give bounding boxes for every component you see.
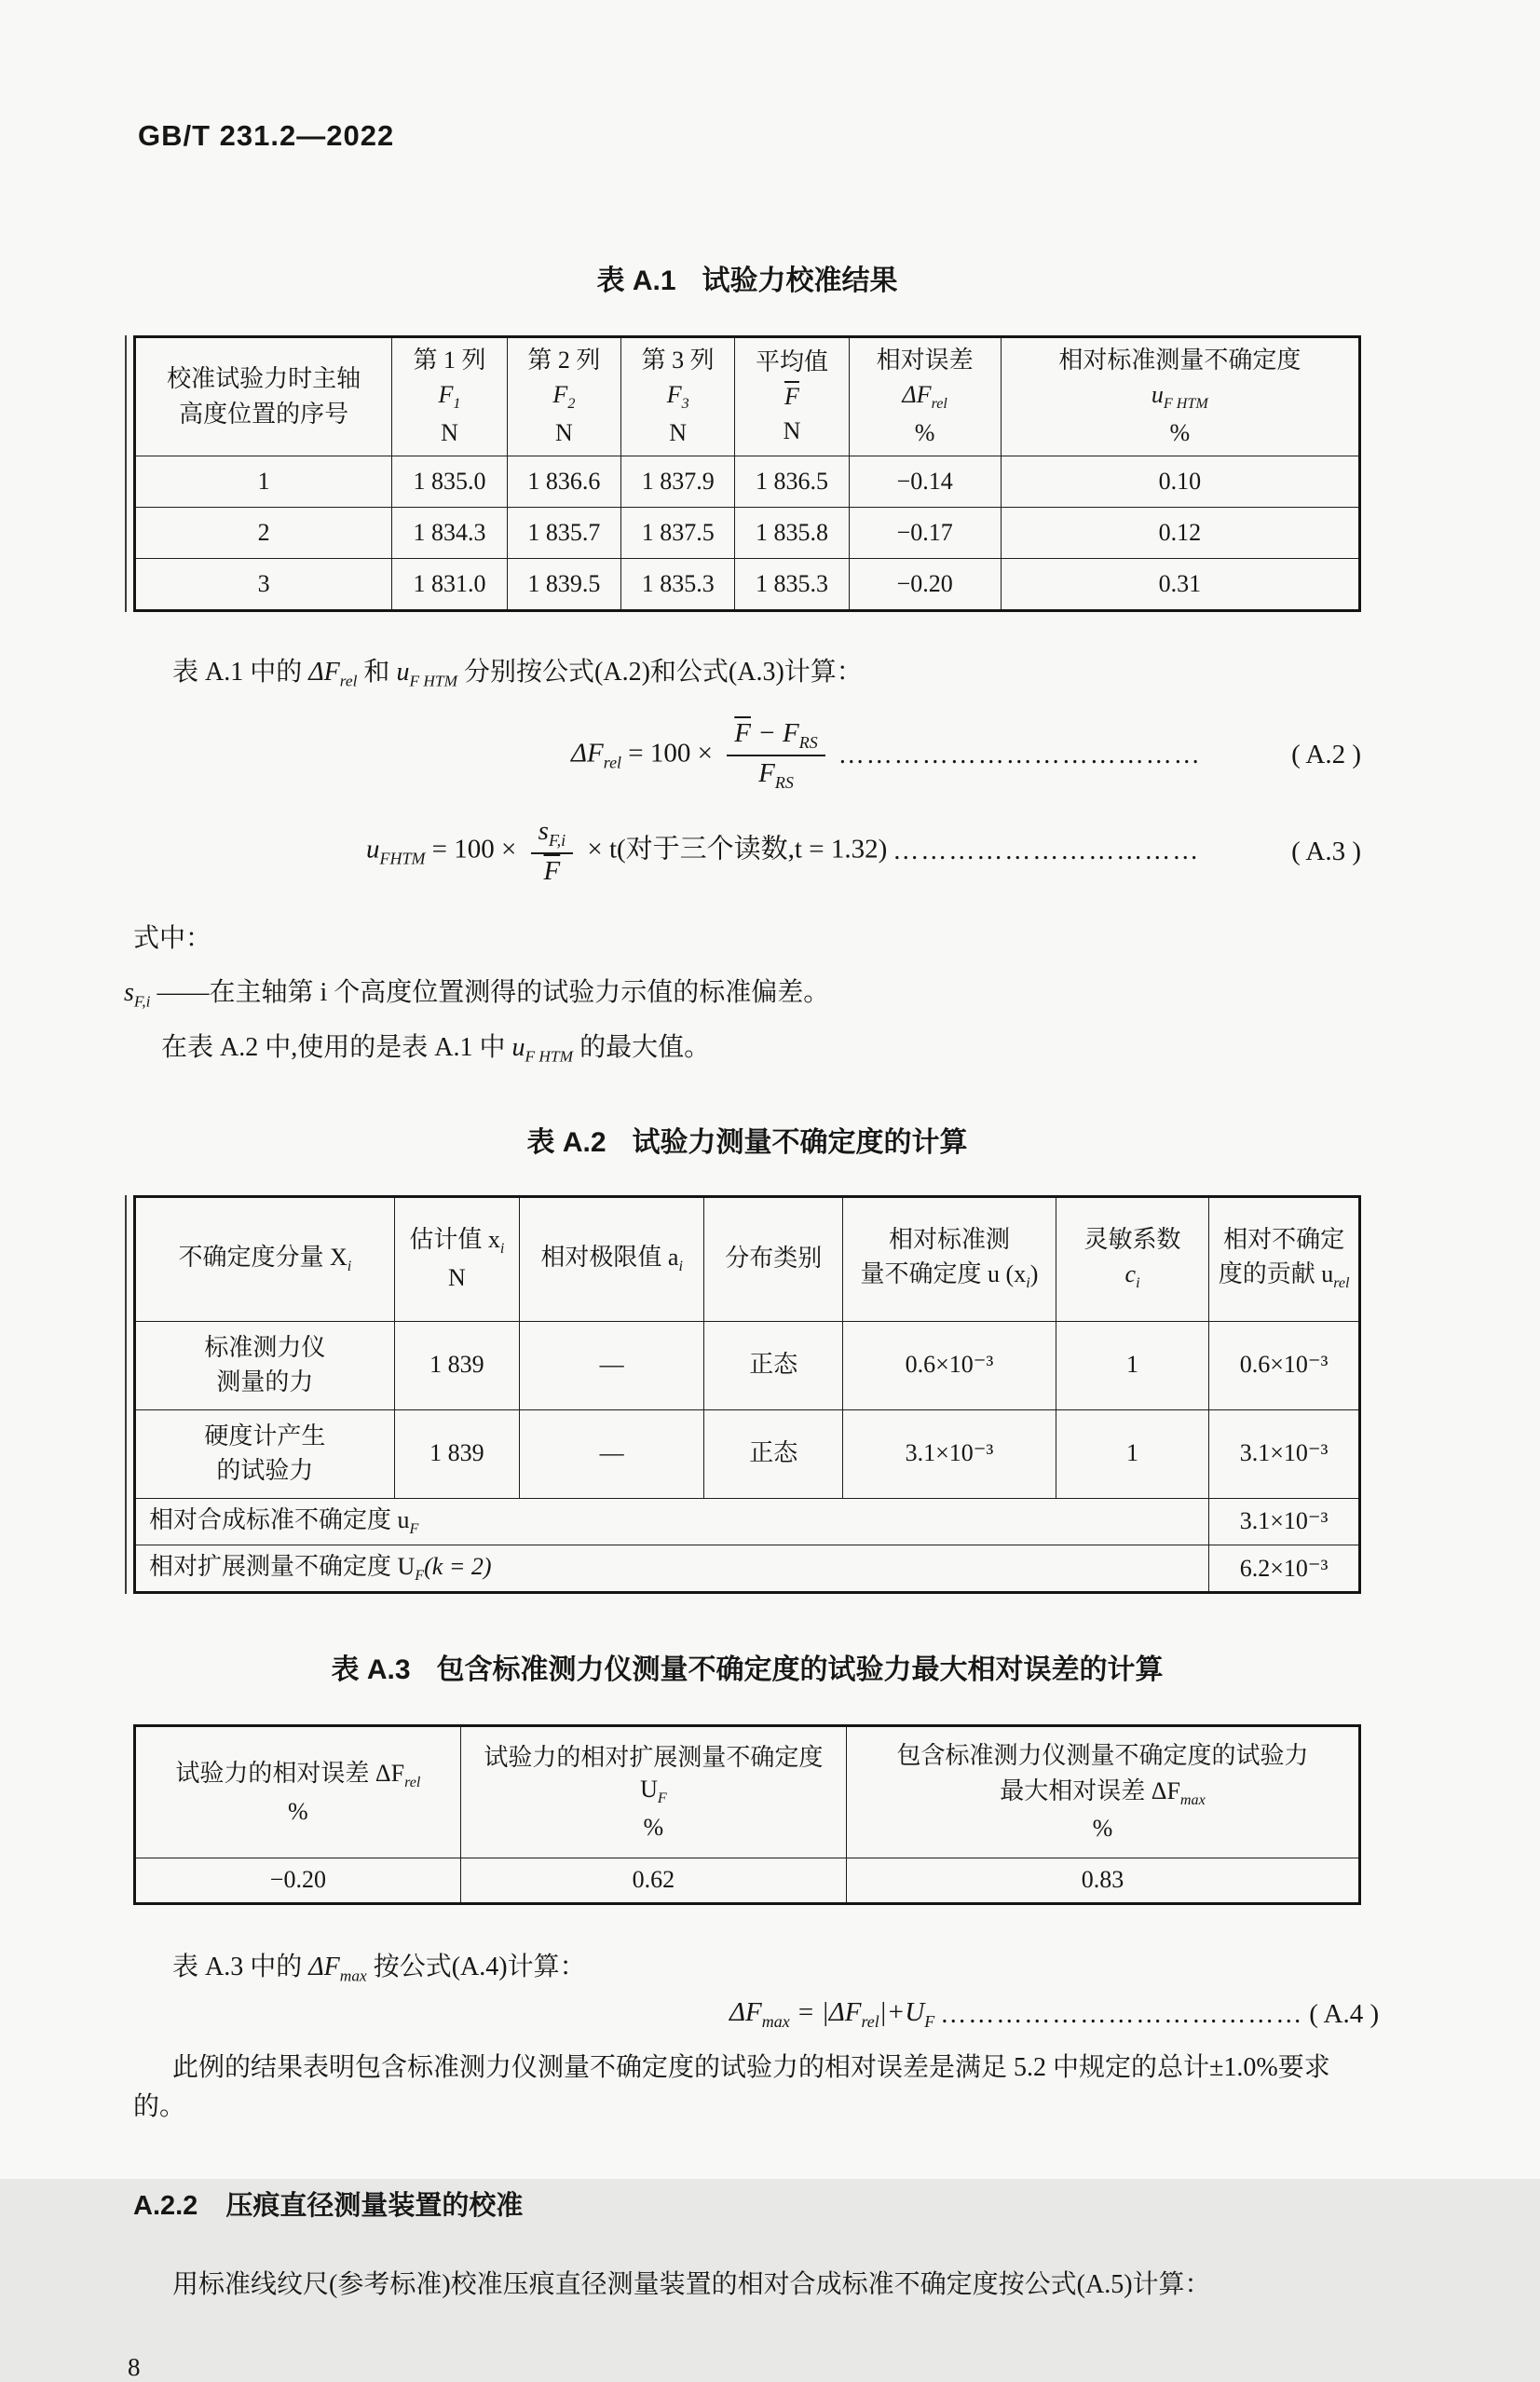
table-cell: 硬度计产生 的试验力: [135, 1409, 395, 1498]
table-cell: 1 835.8: [735, 508, 849, 559]
table-cell: 0.31: [1001, 559, 1359, 611]
table-cell: 1 836.6: [507, 456, 620, 508]
table-a1: [133, 335, 1361, 612]
table-cell: 1 839: [394, 1409, 519, 1498]
table-cell: 1: [135, 456, 392, 508]
table-cell: 1 834.3: [392, 508, 508, 559]
header-text: 相对标准测: [888, 1226, 1010, 1254]
header-text: 最大相对误差 $\Delta F_{max}$: [1000, 1776, 1206, 1808]
header-text: 平均值: [755, 347, 828, 375]
where-block: [124, 919, 1361, 1069]
table-row: [135, 559, 1360, 611]
formula-a3-body: $u_{FHTM} = 100$ × $\frac{s_{F,i}}{F}$ × t(对于三个读数,t = 1.32): [366, 816, 888, 887]
header-text: 校准试验力时主轴: [167, 365, 361, 393]
table-cell: 0.12: [1001, 508, 1359, 559]
table-cell: 0.6×10⁻³: [843, 1321, 1056, 1409]
math-symbol: $\Delta F_{rel}$: [902, 381, 947, 413]
a3-header-expanded-uncertainty: [460, 1726, 846, 1858]
where-label: 式中：: [133, 924, 212, 954]
table-cell: 1 835.3: [735, 559, 849, 611]
table-cell: −0.20: [849, 559, 1001, 611]
unit: %: [643, 1813, 664, 1841]
table-cell: —: [519, 1409, 704, 1498]
table-cell: 1 837.9: [621, 456, 735, 508]
table-cell: 3.1×10⁻³: [843, 1409, 1056, 1498]
table-a1-label: 表 A.1: [596, 265, 676, 296]
a1-header-f1: [392, 337, 508, 456]
dotted-leader: ……………………………: [893, 837, 1201, 866]
table-a1-caption: 试验力校准结果: [702, 265, 898, 296]
table-cell: 3.1×10⁻³: [1209, 1498, 1360, 1545]
table-a3-title: [133, 1646, 1361, 1687]
formula-a4-body: $\Delta F_{max} = |\Delta F_{rel}|+U_F$: [729, 1997, 935, 2032]
table-a2-caption: 试验力测量不确定度的计算: [632, 1126, 968, 1158]
a2-header-contribution: [1209, 1196, 1360, 1321]
table-cell: 0.10: [1001, 456, 1359, 508]
a2-header-std-uncertainty: [843, 1196, 1056, 1321]
header-text: 第 1 列: [413, 347, 486, 374]
math-symbol: $c_i$: [1124, 1260, 1140, 1292]
dotted-leader: …………………………………: [940, 1999, 1304, 2029]
a2-header-row: [135, 1196, 1360, 1321]
formula-a2: [133, 718, 1361, 793]
math-symbol: $u_{F HTM}$: [1151, 381, 1208, 413]
a1-header-mean: [735, 337, 849, 456]
table-cell: 1 837.5: [621, 508, 735, 559]
page-content: [124, 119, 1380, 2382]
table-a3-caption: 包含标准测力仪测量不确定度的试验力最大相对误差的计算: [436, 1654, 1164, 1686]
a1-header-position: [135, 337, 392, 456]
table-cell: −0.20: [135, 1858, 461, 1903]
section-title: 压痕直径测量装置的校准: [225, 2191, 524, 2222]
change-bar: [125, 335, 127, 612]
dotted-leader: …………………………………: [838, 740, 1202, 769]
a1-header-row: [135, 337, 1360, 456]
equation-number: ( A.2 ): [1291, 740, 1361, 770]
table-cell: 正态: [704, 1409, 843, 1498]
a2-header-estimate: [394, 1196, 519, 1321]
a2-header-sensitivity: [1056, 1196, 1208, 1321]
table-row: [135, 1858, 1360, 1903]
table-cell: 1: [1056, 1321, 1208, 1409]
table-cell: −0.14: [849, 456, 1001, 508]
a2-header-component: 不确定度分量 $X_i$: [135, 1196, 395, 1321]
table-cell: 2: [135, 508, 392, 559]
table-row-expanded-uncertainty: [135, 1545, 1360, 1592]
table-row: [135, 1409, 1360, 1498]
equation-number: ( A.4 ): [1309, 1999, 1380, 2030]
formula-a4: [133, 1997, 1380, 2032]
table-a2-label: 表 A.2: [526, 1126, 606, 1158]
paragraph-conclusion: 此例的结果表明包含标准测力仪测量不确定度的试验力的相对误差是满足 5.2 中规定的总计±1.0%要求的。: [133, 2053, 1330, 2122]
table-row: [135, 1321, 1360, 1409]
table-cell: 3: [135, 559, 392, 611]
formula-a3: [133, 816, 1361, 887]
page-number: 8: [128, 2353, 141, 2382]
unit: N: [669, 418, 688, 446]
table-cell: 0.6×10⁻³: [1209, 1321, 1360, 1409]
unit: %: [1169, 418, 1191, 446]
formula-a2-body: $\Delta F_{rel} = 100$ × $\frac{\overline{F} - F_{RS}}{F_{RS}}$: [571, 718, 833, 793]
header-text: 包含标准测力仪测量不确定度的试验力: [896, 1742, 1309, 1770]
table-row: [135, 456, 1360, 508]
table-cell: —: [519, 1321, 704, 1409]
table-row-combined-uncertainty: [135, 1498, 1360, 1545]
equation-number: ( A.3 ): [1291, 836, 1361, 866]
a2-header-limit: 相对极限值 $a_i$: [519, 1196, 704, 1321]
table-cell: 0.83: [847, 1858, 1360, 1903]
header-text: 试验力的相对误差 $\Delta F_{rel}$: [175, 1760, 421, 1791]
table-cell: 相对扩展测量不确定度 $U_F(k = 2)$: [135, 1545, 1209, 1592]
paragraph-a4: 表 A.3 中的 $\Delta F_{max}$ 按公式(A.4)计算：: [172, 1952, 586, 1985]
a1-header-f3: [621, 337, 735, 456]
where-note: 在表 A.2 中,使用的是表 A.1 中 $u_{F HTM}$ 的最大值。: [161, 1033, 711, 1066]
table-cell: 1 839.5: [507, 559, 620, 611]
table-a2-wrap: [133, 1195, 1361, 1595]
unit: N: [555, 418, 573, 446]
table-cell: 1 835.3: [621, 559, 735, 611]
a3-header-row: [135, 1726, 1360, 1858]
paragraph-last: 用标准线纹尺(参考标准)校准压痕直径测量装置的相对合成标准不确定度按公式(A.5)计算：: [172, 2270, 1211, 2300]
header-text: 相对标准测量不确定度: [1058, 347, 1302, 374]
header-text: 估计值 $x_i$: [409, 1226, 505, 1258]
table-cell: 正态: [704, 1321, 843, 1409]
section-heading-a22: [133, 2185, 1361, 2223]
table-a1-wrap: [133, 335, 1361, 612]
table-cell: 3.1×10⁻³: [1209, 1409, 1360, 1498]
header-text: 量不确定度 u $(x_i)$: [860, 1260, 1039, 1292]
a2-header-distribution: 分布类别: [704, 1196, 843, 1321]
table-cell: 1 836.5: [735, 456, 849, 508]
header-text: 灵敏系数: [1083, 1226, 1181, 1254]
section-number: A.2.2: [133, 2191, 198, 2222]
header-text: 第 2 列: [527, 347, 601, 374]
table-cell: 1 835.7: [507, 508, 620, 559]
table-row: [135, 508, 1360, 559]
a1-header-f2: [507, 337, 620, 456]
table-a1-title: [133, 257, 1361, 298]
math-symbol: $F_3$: [666, 381, 689, 413]
table-cell: 标准测力仪 测量的力: [135, 1321, 395, 1409]
unit: N: [447, 1263, 466, 1291]
table-cell: 1: [1056, 1409, 1208, 1498]
a3-header-rel-error: [135, 1726, 461, 1858]
unit: %: [288, 1797, 308, 1825]
a1-header-uncertainty: [1001, 337, 1359, 456]
unit: N: [441, 418, 458, 446]
header-text: 试验力的相对扩展测量不确定度 $U_F$: [484, 1743, 824, 1807]
unit: %: [1092, 1815, 1113, 1843]
a1-header-rel-error: [849, 337, 1001, 456]
unit: N: [783, 417, 801, 445]
unit: %: [914, 418, 935, 446]
header-text: 相对不确定: [1223, 1226, 1345, 1254]
table-cell: −0.17: [849, 508, 1001, 559]
table-cell: 1 835.0: [392, 456, 508, 508]
table-a3-label: 表 A.3: [331, 1654, 411, 1686]
change-bar: [125, 1195, 127, 1595]
header-text: 相对误差: [876, 347, 974, 374]
table-a3: [133, 1724, 1361, 1904]
header-text: 高度位置的序号: [179, 400, 349, 428]
a3-header-max-rel-error: [847, 1726, 1360, 1858]
table-cell: 相对合成标准不确定度 $u_F$: [135, 1498, 1209, 1545]
table-cell: 6.2×10⁻³: [1209, 1545, 1360, 1592]
math-symbol: $\overline{F}$: [784, 382, 799, 410]
math-symbol: $F_1$: [438, 381, 461, 413]
header-text: 第 3 列: [641, 347, 715, 374]
header-text: 度的贡献 $u_{rel}$: [1218, 1260, 1350, 1292]
where-definition: $s_{F,i}$ ——在主轴第 i 个高度位置测得的试验力示值的标准偏差。: [124, 977, 830, 1011]
table-cell: 1 831.0: [392, 559, 508, 611]
table-cell: 1 839: [394, 1321, 519, 1409]
math-symbol: $F_2$: [552, 381, 576, 413]
table-a2: [133, 1195, 1361, 1595]
paragraph-intro: 表 A.1 中的 $\Delta F_{rel}$ 和 $u_{F HTM}$ 分别按公式(A.2)和公式(A.3)计算：: [172, 658, 863, 690]
doc-code: GB/T 231.2—2022: [138, 119, 395, 152]
table-cell: 0.62: [460, 1858, 846, 1903]
table-a2-title: [133, 1119, 1361, 1160]
